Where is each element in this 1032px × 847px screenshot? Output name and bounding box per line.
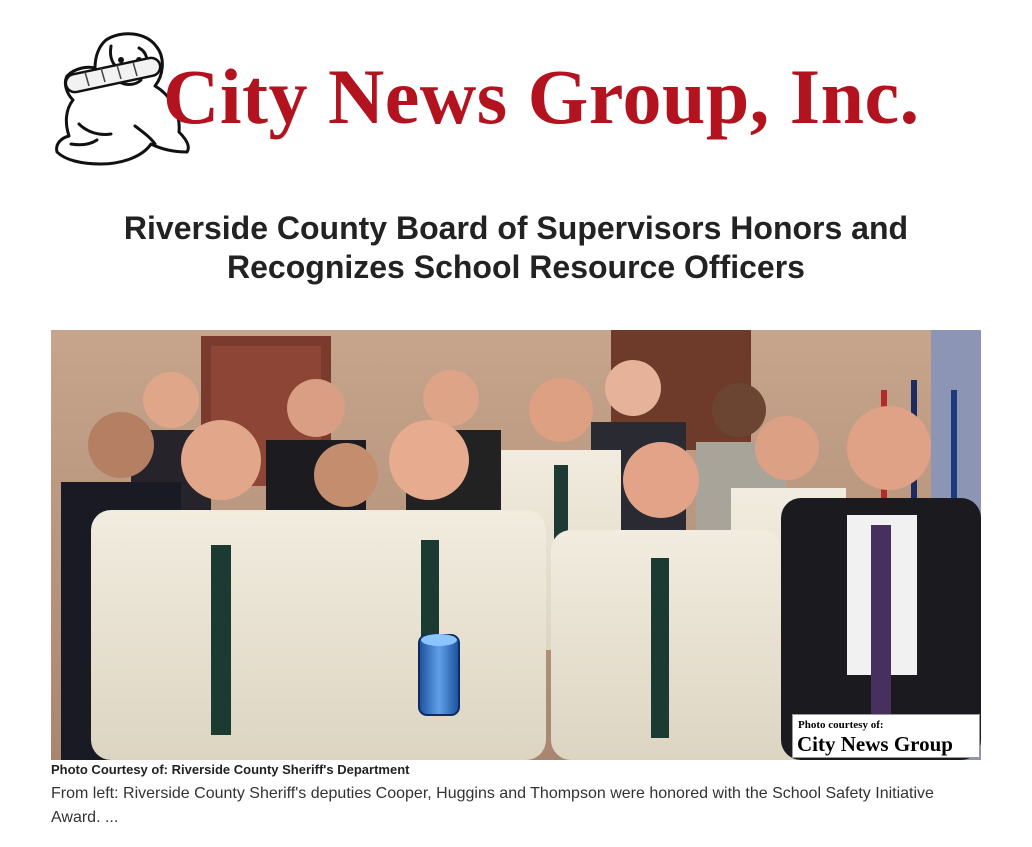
site-logo[interactable] bbox=[51, 28, 971, 173]
article-photo[interactable] bbox=[51, 330, 981, 760]
group-photo-illustration bbox=[51, 330, 981, 760]
award-plaque bbox=[419, 634, 459, 715]
photo-credit: Photo Courtesy of: Riverside County Sheriff's Department bbox=[51, 762, 410, 777]
photo-caption: From left: Riverside County Sheriff's deputies Cooper, Huggins and Thompson were honored with the School Safety Initiative Award. ... bbox=[51, 785, 934, 826]
watermark-brand-text: City News Group bbox=[797, 732, 953, 756]
photo-watermark bbox=[792, 714, 980, 758]
article-headline: Riverside County Board of Supervisors Honors and Recognizes School Resource Officers bbox=[123, 210, 909, 285]
watermark-small-text: Photo courtesy of: bbox=[798, 719, 884, 731]
logo-wordmark: City News Group, Inc. bbox=[163, 53, 920, 140]
